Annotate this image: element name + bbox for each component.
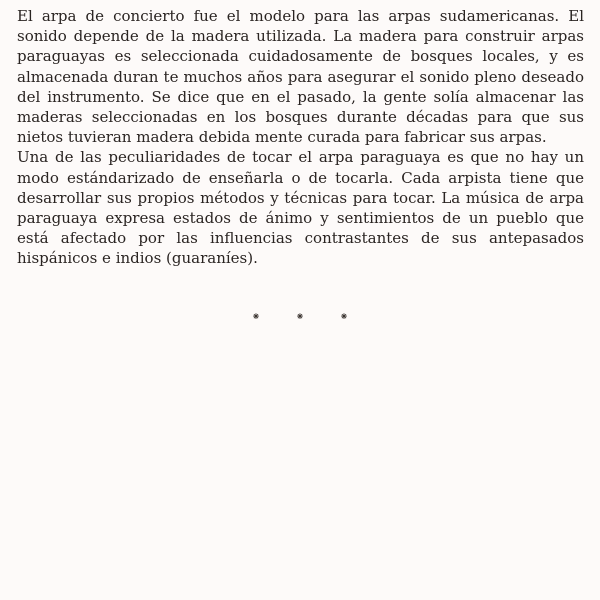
- asterisk-icon: ⁕: [251, 310, 261, 323]
- paragraph-harp-wood: El arpa de concierto fue el modelo para las arpas sudamericanas. El sonido depende de la madera utilizada. La madera para construir arpas paraguayas es seleccionada cuidadosamente de bosques locales, y es almacenada duran te muchos años para asegurar el sonido pleno deseado del instrumento. Se dice que en el pasado, la gente solía almacenar las maderas seleccionadas en los bosques durante décadas para que sus nietos tuvieran madera debida mente curada para fabricar sus arpas.: [17, 7, 584, 147]
- asterisk-icon: ⁕: [339, 310, 349, 323]
- paragraph-harp-playing: Una de las peculiaridades de tocar el arpa paraguaya es que no hay un modo estándarizado de enseñarla o de tocarla. Cada arpista tiene que desarrollar sus propios métodos y técnicas para tocar. La música de arpa paraguaya expresa estados de ánimo y sentimientos de un pueblo que está afectado por las influencias contrastantes de sus antepasados hispánicos e indios (guaraníes).: [17, 148, 584, 268]
- asterisk-icon: ⁕: [295, 310, 305, 323]
- section-divider-ornament: [0, 310, 600, 324]
- document-body: [17, 6, 584, 269]
